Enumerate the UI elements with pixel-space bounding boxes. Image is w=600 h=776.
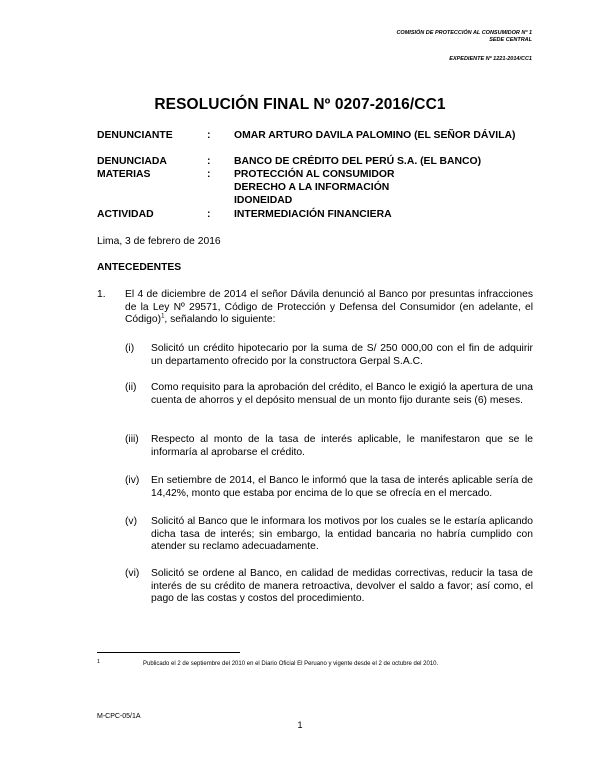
item-number: (i) xyxy=(125,343,135,354)
denunciante-value: OMAR ARTURO DAVILA PALOMINO (EL SEÑOR DÁVILA) xyxy=(234,130,516,141)
resolution-title: RESOLUCIÓN FINAL Nº 0207-2016/CC1 xyxy=(154,96,446,113)
denunciada-label: DENUNCIADA xyxy=(97,156,167,167)
form-code: M-CPC-05/1A xyxy=(97,713,141,720)
item-text: En setiembre de 2014, el Banco le informó que la tasa de interés aplicable sería de 14,42%, monto que estaba por encima de lo que se ofrecía en el mercado. xyxy=(151,475,533,499)
item-text: Solicitó un crédito hipotecario por la suma de S/ 250 000,00 con el fin de adquirir un departamento ofrecido por la constructora Gerpal S.A.C. xyxy=(151,343,533,367)
materias-values xyxy=(234,168,530,207)
footnote-text: Publicado el 2 de septiembre del 2010 en el Diario Oficial El Peruano y vigente desde el 2 de octubre del 2010. xyxy=(143,661,439,667)
commission-seat: SEDE CENTRAL xyxy=(489,37,532,43)
actividad-value: INTERMEDIACIÓN FINANCIERA xyxy=(234,209,392,220)
paragraph-body: El 4 de diciembre de 2014 el señor Dávila denunció al Banco por presuntas infracciones de la Ley Nº 29571, Código de Protección y Defensa del Consumidor (en adelante, el Código) xyxy=(125,289,533,325)
denunciante-label: DENUNCIANTE xyxy=(97,130,173,141)
colon: : xyxy=(207,156,211,167)
item-text: Solicitó al Banco que le informara los motivos por los cuales se le estaría aplicando dicha tasa de interés; sin embargo, la entidad bancaria no habría cumplido con atender su reclamo adecuadamente. xyxy=(151,516,533,553)
paragraph-number: 1. xyxy=(97,289,106,300)
item-number: (vi) xyxy=(125,568,140,579)
colon: : xyxy=(207,169,211,180)
colon: : xyxy=(207,209,211,220)
item-number: (ii) xyxy=(125,382,137,393)
materia-item: PROTECCIÓN AL CONSUMIDOR xyxy=(234,169,395,180)
footnote-number: 1 xyxy=(97,659,101,665)
case-number: EXPEDIENTE Nº 1221-2014/CC1 xyxy=(449,56,532,62)
date-line: Lima, 3 de febrero de 2016 xyxy=(97,236,221,247)
item-number: (v) xyxy=(125,516,138,527)
item-text: Como requisito para la aprobación del crédito, el Banco le exigió la apertura de una cuenta de ahorros y el depósito mensual de un monto fijo durante seis (6) meses. xyxy=(151,382,533,406)
colon: : xyxy=(207,130,211,141)
item-number: (iv) xyxy=(125,475,140,486)
commission-header xyxy=(396,30,532,44)
materias-label: MATERIAS xyxy=(97,169,151,180)
footnote-ref: 1 xyxy=(161,313,165,320)
page-number: 1 xyxy=(297,720,303,730)
paragraph-tail: , señalando lo siguiente: xyxy=(164,314,276,325)
section-heading: ANTECEDENTES xyxy=(97,262,182,273)
paragraph-text xyxy=(125,289,533,327)
footnote-divider xyxy=(97,652,240,653)
denunciada-value: BANCO DE CRÉDITO DEL PERÚ S.A. (EL BANCO) xyxy=(234,156,482,167)
actividad-label: ACTIVIDAD xyxy=(97,209,154,220)
commission-name: COMISIÓN DE PROTECCIÓN AL CONSUMIDOR Nº 1 xyxy=(396,30,532,36)
materia-item: DERECHO A LA INFORMACIÓN xyxy=(234,182,390,193)
item-text: Respecto al monto de la tasa de interés aplicable, le manifestaron que se le informaría al aprobarse el crédito. xyxy=(151,434,533,458)
materia-item: IDONEIDAD xyxy=(234,195,293,206)
item-text: Solicitó se ordene al Banco, en calidad de medidas correctivas, reducir la tasa de interés de su crédito de manera retroactiva, devolver el saldo a favor; así como, el pago de las costas y costos del procedimiento. xyxy=(151,568,533,605)
item-number: (iii) xyxy=(125,434,139,445)
